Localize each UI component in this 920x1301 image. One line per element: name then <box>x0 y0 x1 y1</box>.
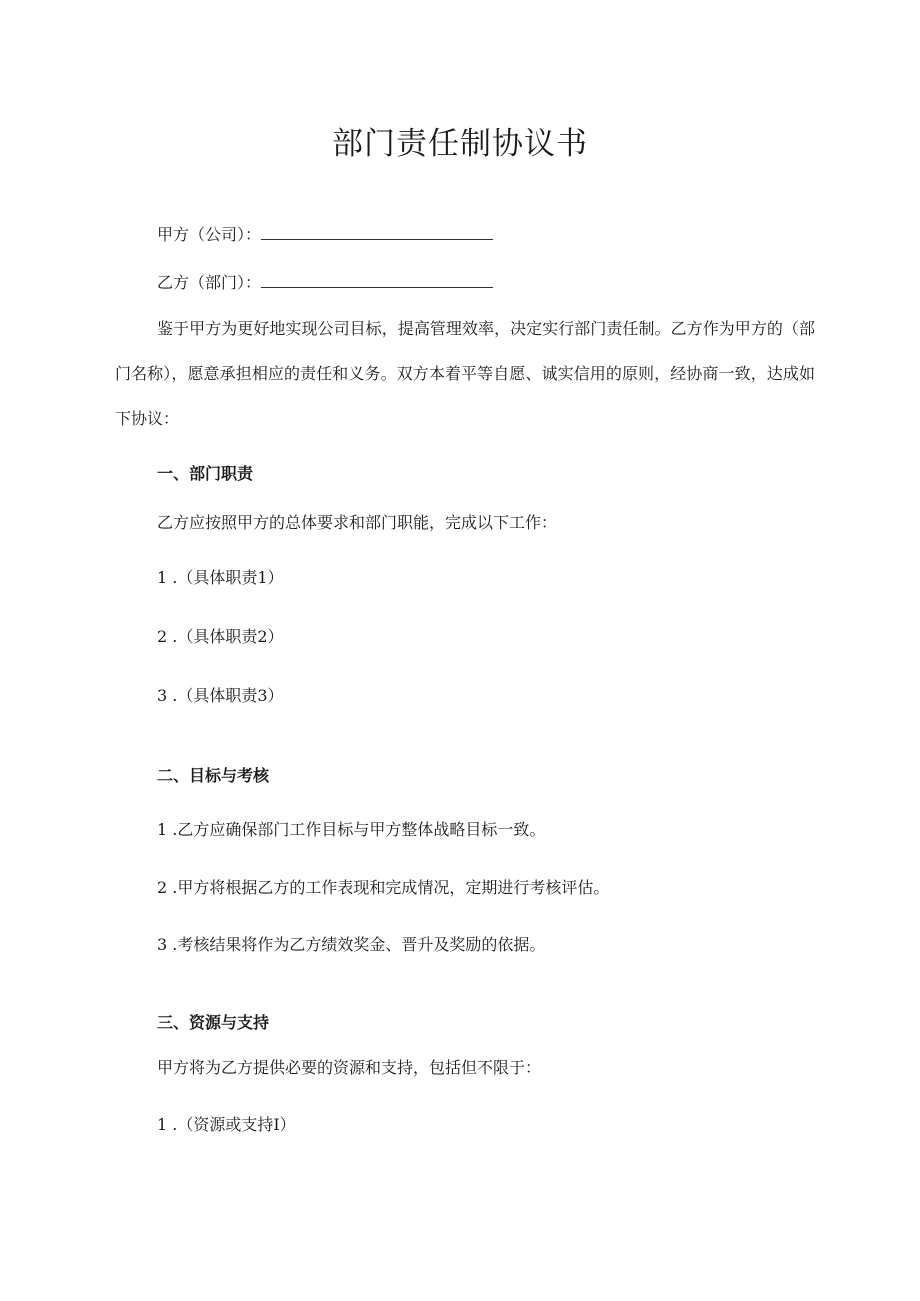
section3-intro: 甲方将为乙方提供必要的资源和支持，包括但不限于： <box>157 1058 542 1077</box>
section3-heading: 三、资源与支持 <box>157 1013 270 1032</box>
section1-item: 2 .（具体职责2） <box>157 627 284 646</box>
preamble-text: 鉴于甲方为更好地实现公司目标，提高管理效率，决定实行部门责任制。乙方作为甲方的（部门名称），愿意承担相应的责任和义务。双方本着平等自愿、诚实信用的原则，经协商一致，达成如下协议： <box>115 319 815 428</box>
section1-item: 1 .（具体职责1） <box>157 568 284 587</box>
section2-item: 2 .甲方将根据乙方的工作表现和完成情况，定期进行考核评估。 <box>157 878 610 897</box>
party-a-line <box>157 222 493 245</box>
section1-intro: 乙方应按照甲方的总体要求和部门职能，完成以下工作： <box>157 513 558 532</box>
party-a-blank <box>261 225 493 240</box>
section3-item: 1 .（资源或支持I） <box>157 1115 296 1134</box>
party-b-label: 乙方（部门）： <box>157 273 262 292</box>
preamble-paragraph <box>115 306 815 441</box>
section2-item: 3 .考核结果将作为乙方绩效奖金、晋升及奖励的依据。 <box>157 935 546 954</box>
party-b-line <box>157 270 493 293</box>
party-b-blank <box>261 273 493 288</box>
party-a-label: 甲方（公司）： <box>157 225 262 244</box>
section2-item: 1 .乙方应确保部门工作目标与甲方整体战略目标一致。 <box>157 820 546 839</box>
section2-heading: 二、目标与考核 <box>157 766 270 785</box>
section1-item: 3 .（具体职责3） <box>157 686 284 705</box>
section1-heading: 一、部门职责 <box>157 464 254 483</box>
document-title: 部门责任制协议书 <box>332 126 588 162</box>
